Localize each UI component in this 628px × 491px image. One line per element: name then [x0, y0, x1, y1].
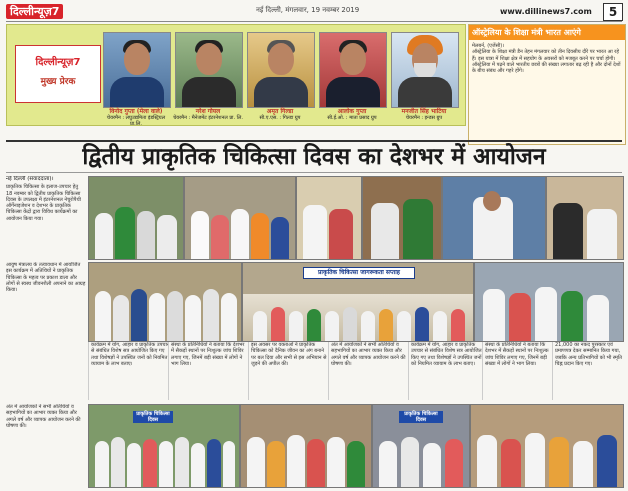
photo-event-4: [362, 176, 442, 260]
article-text-col-6: अंत में आयोजकों ने सभी अतिथियों व सहभागियों का आभार व्यक्त किया और अगले वर्ष और व्यापक आयोजन करने की घोषणा की।: [328, 342, 409, 400]
side-article-headline: ऑस्ट्रेलिया के शिक्षा मंत्री भारत आएंगे: [469, 25, 625, 40]
side-article-body: [469, 40, 625, 77]
article-dateline: नई दिल्ली (संवाददाता)।: [6, 176, 54, 182]
sponsor-logo-subtitle: मुख्य प्रेरक: [40, 77, 76, 87]
sponsor-title-2: चेयरमैन : मैनेजमेंट इंटरनेशनल प्रा. लि.: [173, 115, 243, 121]
event-banner-1: प्राकृतिक चिकित्सा दिवस: [133, 411, 173, 423]
article-text-col-3: कार्यक्रम में योग, आहार व प्राकृतिक उपचार से संबंधित विशेष सत्र आयोजित किए गए तथा विशेषज्ञों ने उपस्थित जनों को नियमित व्यायाम के लाभ बताए।: [88, 342, 169, 400]
sponsor-logo-title: दिल्लीन्यूज़7: [35, 57, 81, 68]
photo-event-7: [88, 262, 242, 342]
sponsor-logo: [15, 45, 101, 103]
sponsor-caption-2: [173, 109, 243, 121]
article-intro: प्राकृतिक चिकित्सा के इलाज-उपचार हेतु 18 नवम्बर को द्वितीय प्राकृतिक चिकित्सा दिवस के उपलक्ष्य में इंटरनेशनल नेचुरोपैथी ऑर्गेनाइजेशन व देशभर के प्राकृतिक चिकित्सा केंद्रों द्वारा विविध कार्यक्रमों का आयोजन किया गया।: [6, 184, 81, 222]
issue-date: नई दिल्ली, मंगलवार, 19 नवम्बर 2019: [256, 6, 360, 14]
sponsor-caption-1: [101, 109, 171, 127]
sponsor-portrait-3: [247, 32, 315, 108]
article-text-col-2: आयुष मंत्रालय के तत्वावधान में आयोजित इस कार्यक्रम में अतिथियों ने प्राकृतिक चिकित्सा के महत्व पर प्रकाश डाला और लोगों से स्वस्थ जीवनशैली अपनाने का आग्रह किया।: [6, 262, 86, 294]
article-text-col-8: संस्था के प्रतिनिधियों ने बताया कि देशभर में सैकड़ों स्थानों पर निःशुल्क जांच शिविर लगाए गए, जिनमें बड़ी संख्या में लोगों ने भाग लिया।: [482, 342, 553, 400]
photo-event-12: [470, 404, 624, 488]
sponsor-name-1: विनोद गुप्ता (मेला वाले): [109, 108, 163, 115]
photo-event-11: [372, 404, 470, 488]
sponsor-name-2: नरेश गोयल: [195, 108, 221, 115]
sponsor-title-1: चेयरमैन : लघुउद्यमिता इंडस्ट्रियल प्रा.लि.: [106, 115, 166, 127]
side-article-text: ऑस्ट्रेलिया के शिक्षा मंत्री डैन तेहन मंगलवार को तीन दिवसीय दौरे पर भारत आ रहे हैं। इस यात्रा में शिक्षा क्षेत्र में सहयोग के अवसरों को मजबूत करने पर चर्चा होगी। ऑस्ट्रेलिया में पढ़ने वाले भारतीय छात्रों की संख्या लगातार बढ़ रही है और दोनों देशों के बीच संबंध और गहरे होंगे।: [472, 49, 621, 75]
article-text-col-7: कार्यक्रम में योग, आहार व प्राकृतिक उपचार से संबंधित विशेष सत्र आयोजित किए गए तथा विशेषज्ञों ने उपस्थित जनों को नियमित व्यायाम के लाभ बताए।: [408, 342, 483, 400]
sponsor-title-3: सी.ए.एस. : गिल्डा ग्रुप: [259, 115, 301, 121]
sponsor-portrait-1: [103, 32, 171, 108]
photo-event-5: [442, 176, 546, 260]
page-header: [6, 3, 622, 22]
sponsor-portrait-5: [391, 32, 459, 108]
page-number: 5: [603, 3, 623, 21]
sponsor-band: [6, 24, 466, 126]
photo-event-3: [296, 176, 362, 260]
sponsor-name-4: आलोक गुप्ता: [337, 108, 367, 115]
event-banner-2: प्राकृतिक चिकित्सा दिवस: [399, 411, 443, 423]
sponsor-caption-5: [389, 109, 459, 121]
article-text-col-10: अंत में आयोजकों ने सभी अतिथियों व सहभागियों का आभार व्यक्त किया और अगले वर्ष और व्यापक आयोजन करने की घोषणा की।: [6, 404, 81, 429]
sponsor-portrait-2: [175, 32, 243, 108]
sponsor-portrait-4: [319, 32, 387, 108]
photo-event-1: [88, 176, 184, 260]
article-text-col-5: इस अवसर पर वक्ताओं ने प्राकृतिक चिकित्सा को दैनिक जीवन का अंग बनाने पर बल दिया और सभी से इस अभियान से जुड़ने की अपील की।: [248, 342, 329, 400]
photo-event-6: [546, 176, 624, 260]
sponsor-caption-4: [317, 109, 387, 121]
photo-event-8: [474, 262, 624, 342]
stage-banner: प्राकृतिक चिकित्सा जागरूकता सप्ताह: [303, 267, 415, 279]
sponsor-name-5: मनजीत सिंह भाटिया: [401, 108, 447, 115]
sponsor-title-5: चेयरमैन : इन्डस ग्रुप: [405, 115, 443, 121]
photo-event-10: [240, 404, 372, 488]
photo-group: [242, 262, 474, 342]
side-article: [468, 24, 626, 145]
main-headline: द्वितीय प्राकृतिक चिकित्सा दिवस का देशभर में आयोजन: [6, 140, 622, 173]
website-url: www.dillinews7.com: [500, 7, 592, 16]
sponsor-caption-3: [245, 109, 315, 121]
article-text-col-9: 21,000 का नकद पुरस्कार एवं प्रमाणपत्र देकर सम्मानित किया गया, जबकि अन्य प्रतिभागियों को भी स्मृति चिह्न प्रदान किए गए।: [552, 342, 625, 400]
sponsor-title-4: सी.ई.ओ. : माता प्रसाद ग्रुप: [327, 115, 377, 121]
sponsor-name-3: अमृत गिल्डा: [266, 108, 294, 115]
newspaper-logo: दिल्लीन्यूज़7: [6, 4, 63, 19]
photo-event-9: [88, 404, 240, 488]
side-article-dateline: मेलबर्न, (एजेंसी)।: [472, 43, 505, 49]
article-text-col-1: [6, 176, 86, 256]
article-text-col-4: संस्था के प्रतिनिधियों ने बताया कि देशभर में सैकड़ों स्थानों पर निःशुल्क जांच शिविर लगाए गए, जिनमें बड़ी संख्या में लोगों ने भाग लिया।: [168, 342, 249, 400]
photo-event-2: [184, 176, 296, 260]
